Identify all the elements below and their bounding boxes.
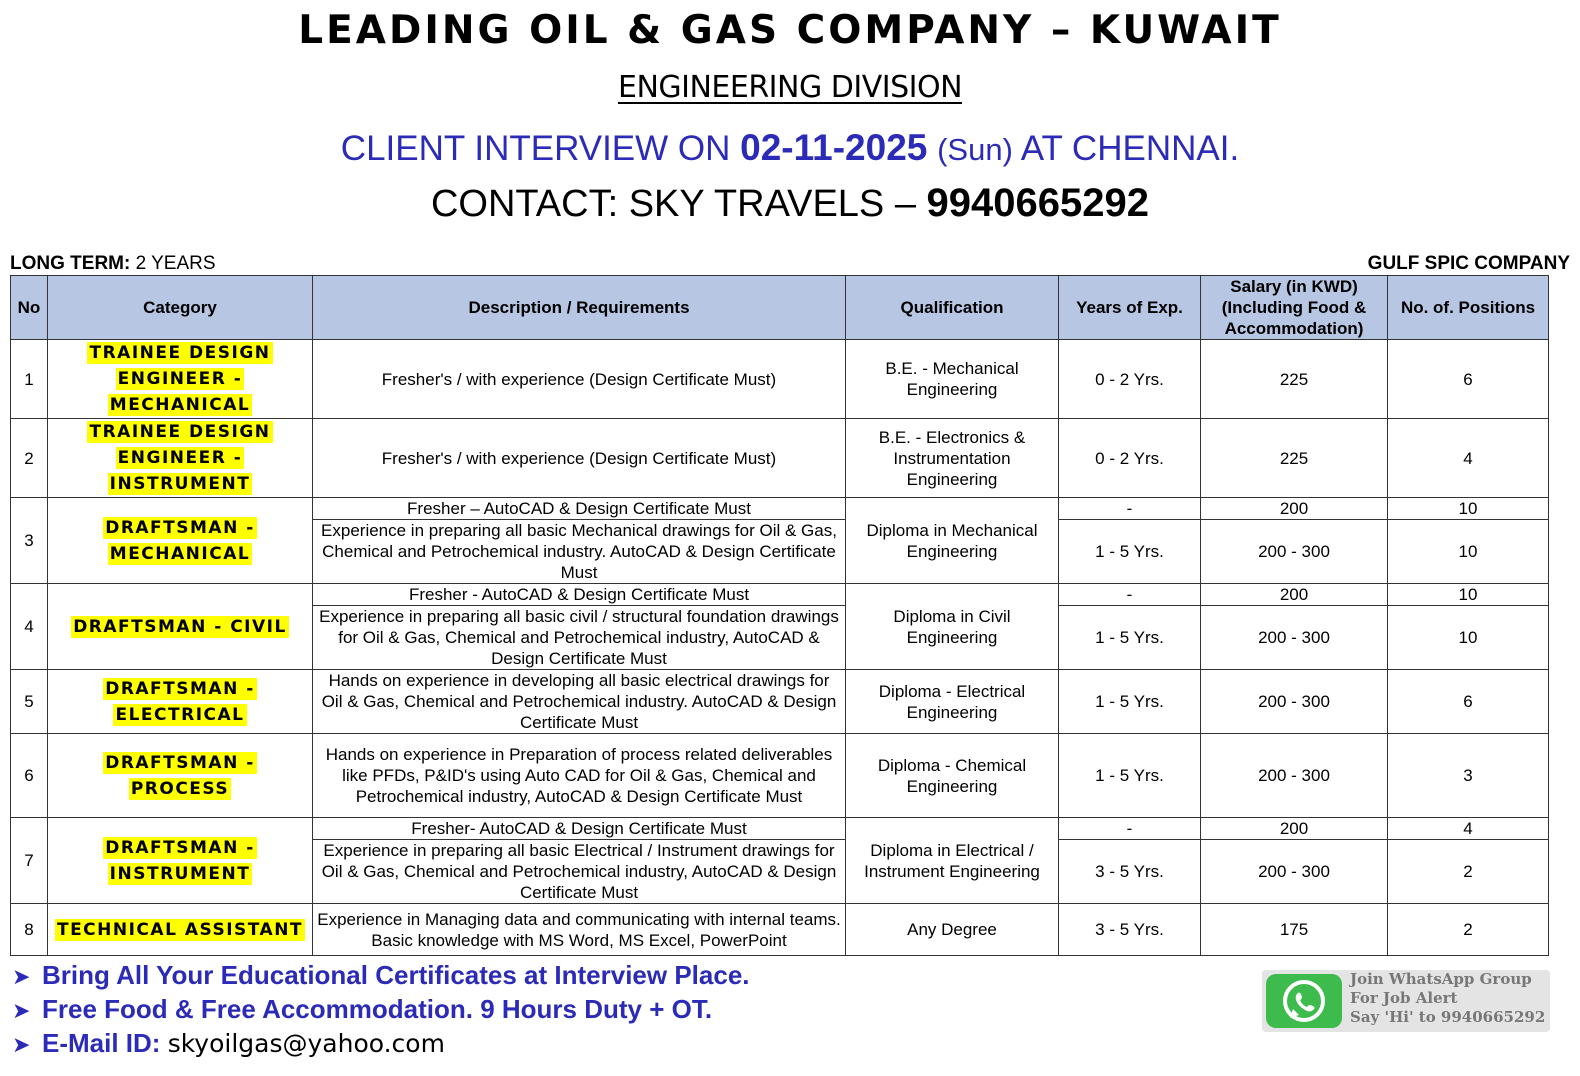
row-no: 4: [11, 584, 48, 670]
row-category: [48, 498, 313, 584]
row-salary: 200 - 300: [1201, 606, 1388, 670]
row-salary: 200: [1201, 584, 1388, 606]
jobs-table: [10, 275, 1549, 956]
interview-day: (Sun): [937, 132, 1013, 167]
note-certificates: [12, 960, 750, 994]
row-positions: 2: [1388, 904, 1549, 956]
row-positions: 4: [1388, 419, 1549, 498]
row-positions: 6: [1388, 340, 1549, 419]
row-category: [48, 584, 313, 670]
email-link[interactable]: skyoilgas@yahoo.com: [167, 1029, 445, 1058]
row-experience: -: [1059, 498, 1201, 520]
row-experience: -: [1059, 584, 1201, 606]
table-row: [11, 670, 1549, 734]
row-experience: 0 - 2 Yrs.: [1059, 340, 1201, 419]
interview-date: 02-11-2025: [740, 127, 928, 168]
email-label: E-Mail ID:: [42, 1028, 161, 1058]
table-row: [11, 818, 1549, 840]
arrow-bullet-icon: ➤: [12, 1033, 31, 1058]
row-experience: -: [1059, 818, 1201, 840]
interview-prefix: CLIENT INTERVIEW ON: [340, 129, 731, 168]
category-label: TECHNICAL ASSISTANT: [56, 919, 304, 940]
row-salary: 200 - 300: [1201, 734, 1388, 818]
row-no: 2: [11, 419, 48, 498]
row-experience: 3 - 5 Yrs.: [1059, 840, 1201, 904]
row-qualification: B.E. - Mechanical Engineering: [846, 340, 1059, 419]
category-label: DRAFTSMAN - MECHANICAL: [105, 517, 255, 564]
header-experience: Years of Exp.: [1059, 276, 1201, 340]
row-qualification: B.E. - Electronics & Instrumentation Engineering: [846, 419, 1059, 498]
note-benefits-text: Free Food & Free Accommodation. 9 Hours Duty + OT.: [42, 994, 713, 1024]
interview-line: [0, 127, 1580, 169]
row-salary: 200 - 300: [1201, 670, 1388, 734]
category-label: TRAINEE DESIGN ENGINEER - MECHANICAL: [89, 343, 271, 415]
row-category: [48, 340, 313, 419]
row-experience: 3 - 5 Yrs.: [1059, 904, 1201, 956]
whatsapp-text: [1350, 970, 1545, 1027]
division-title: [0, 70, 1580, 105]
row-qualification: Diploma in Mechanical Engineering: [846, 498, 1059, 584]
row-no: 7: [11, 818, 48, 904]
row-no: 6: [11, 734, 48, 818]
division-text: ENGINEERING DIVISION: [617, 70, 963, 105]
footer-notes: [12, 960, 750, 1062]
row-qualification: Diploma in Electrical / Instrument Engineering: [846, 818, 1059, 904]
contact-phone: 9940665292: [926, 181, 1150, 225]
row-qualification: Any Degree: [846, 904, 1059, 956]
page-title: LEADING OIL & GAS COMPANY – KUWAIT: [298, 8, 1282, 53]
table-header-row: [11, 276, 1549, 340]
row-positions: 10: [1388, 498, 1549, 520]
row-qualification: Diploma - Electrical Engineering: [846, 670, 1059, 734]
row-salary: 175: [1201, 904, 1388, 956]
header-no: No: [11, 276, 48, 340]
row-salary: 200: [1201, 498, 1388, 520]
whatsapp-icon: [1266, 974, 1342, 1028]
row-description: Fresher's / with experience (Design Certificate Must): [313, 340, 846, 419]
whatsapp-line-1: Join WhatsApp Group: [1350, 970, 1532, 988]
whatsapp-badge[interactable]: [1262, 970, 1550, 1032]
contact-line: [0, 181, 1580, 226]
note-certificates-text: Bring All Your Educational Certificates at Interview Place.: [42, 960, 750, 990]
row-category: [48, 734, 313, 818]
row-description: Hands on experience in Preparation of process related deliverables like PFDs, P&ID's using Auto CAD for Oil & Gas, Chemical and Petrochemical industry, AutoCAD & Design Certificate Must: [313, 734, 846, 818]
table-row: [11, 498, 1549, 520]
header-qualification: Qualification: [846, 276, 1059, 340]
term-info: [10, 253, 216, 275]
row-positions: 3: [1388, 734, 1549, 818]
header-salary: Salary (in KWD) (Including Food & Accommodation): [1201, 276, 1388, 340]
row-category: [48, 670, 313, 734]
table-row: [11, 734, 1549, 818]
header-description: Description / Requirements: [313, 276, 846, 340]
row-category: [48, 419, 313, 498]
row-description: Fresher- AutoCAD & Design Certificate Must: [313, 818, 846, 840]
row-experience: 0 - 2 Yrs.: [1059, 419, 1201, 498]
row-description: Fresher's / with experience (Design Certificate Must): [313, 419, 846, 498]
row-description: Hands on experience in developing all basic electrical drawings for Oil & Gas, Chemical and Petrochemical industry. AutoCAD & Design Certificate Must: [313, 670, 846, 734]
row-salary: 200: [1201, 818, 1388, 840]
row-experience: 1 - 5 Yrs.: [1059, 520, 1201, 584]
note-email: [12, 1028, 750, 1062]
row-description: Experience in preparing all basic civil / structural foundation drawings for Oil & Gas, Chemical and Petrochemical industry, AutoCAD & Design Certificate Must: [313, 606, 846, 670]
row-category: [48, 818, 313, 904]
interview-suffix: AT CHENNAI.: [1020, 129, 1240, 168]
table-row: [11, 419, 1549, 498]
whatsapp-line-3: Say 'Hi' to 9940665292: [1350, 1008, 1546, 1026]
contact-prefix: CONTACT: SKY TRAVELS –: [430, 183, 916, 225]
row-positions: 10: [1388, 584, 1549, 606]
category-label: DRAFTSMAN - INSTRUMENT: [105, 837, 255, 884]
row-positions: 10: [1388, 520, 1549, 584]
category-label: DRAFTSMAN - ELECTRICAL: [105, 678, 255, 725]
row-positions: 6: [1388, 670, 1549, 734]
term-label: LONG TERM:: [10, 253, 131, 274]
row-qualification: Diploma - Chemical Engineering: [846, 734, 1059, 818]
row-description: Fresher – AutoCAD & Design Certificate Must: [313, 498, 846, 520]
row-description: Fresher - AutoCAD & Design Certificate Must: [313, 584, 846, 606]
whatsapp-line-2: For Job Alert: [1350, 989, 1458, 1007]
row-salary: 200 - 300: [1201, 840, 1388, 904]
row-positions: 10: [1388, 606, 1549, 670]
row-salary: 225: [1201, 340, 1388, 419]
row-no: 5: [11, 670, 48, 734]
row-description: Experience in Managing data and communicating with internal teams. Basic knowledge with MS Word, MS Excel, PowerPoint: [313, 904, 846, 956]
row-no: 1: [11, 340, 48, 419]
row-positions: 2: [1388, 840, 1549, 904]
company-name: GULF SPIC COMPANY: [1367, 253, 1570, 274]
row-description: Experience in preparing all basic Mechanical drawings for Oil & Gas, Chemical and Petrochemical industry. AutoCAD & Design Certificate Must: [313, 520, 846, 584]
table-row: [11, 904, 1549, 956]
header-positions: No. of. Positions: [1388, 276, 1549, 340]
row-qualification: Diploma in Civil Engineering: [846, 584, 1059, 670]
category-label: DRAFTSMAN - PROCESS: [105, 752, 255, 799]
row-experience: 1 - 5 Yrs.: [1059, 670, 1201, 734]
row-no: 3: [11, 498, 48, 584]
arrow-bullet-icon: ➤: [12, 965, 31, 990]
category-label: TRAINEE DESIGN ENGINEER - INSTRUMENT: [89, 422, 271, 494]
arrow-bullet-icon: ➤: [12, 999, 31, 1024]
row-salary: 225: [1201, 419, 1388, 498]
row-experience: 1 - 5 Yrs.: [1059, 734, 1201, 818]
row-experience: 1 - 5 Yrs.: [1059, 606, 1201, 670]
row-positions: 4: [1388, 818, 1549, 840]
row-salary: 200 - 300: [1201, 520, 1388, 584]
note-benefits: [12, 994, 750, 1028]
category-label: DRAFTSMAN - CIVIL: [73, 616, 287, 637]
term-value: 2 YEARS: [135, 253, 216, 274]
table-row: [11, 340, 1549, 419]
table-row: [11, 584, 1549, 606]
header-category: Category: [48, 276, 313, 340]
row-description: Experience in preparing all basic Electrical / Instrument drawings for Oil & Gas, Chemical and Petrochemical industry, AutoCAD & Design Certificate Must: [313, 840, 846, 904]
row-no: 8: [11, 904, 48, 956]
row-category: [48, 904, 313, 956]
